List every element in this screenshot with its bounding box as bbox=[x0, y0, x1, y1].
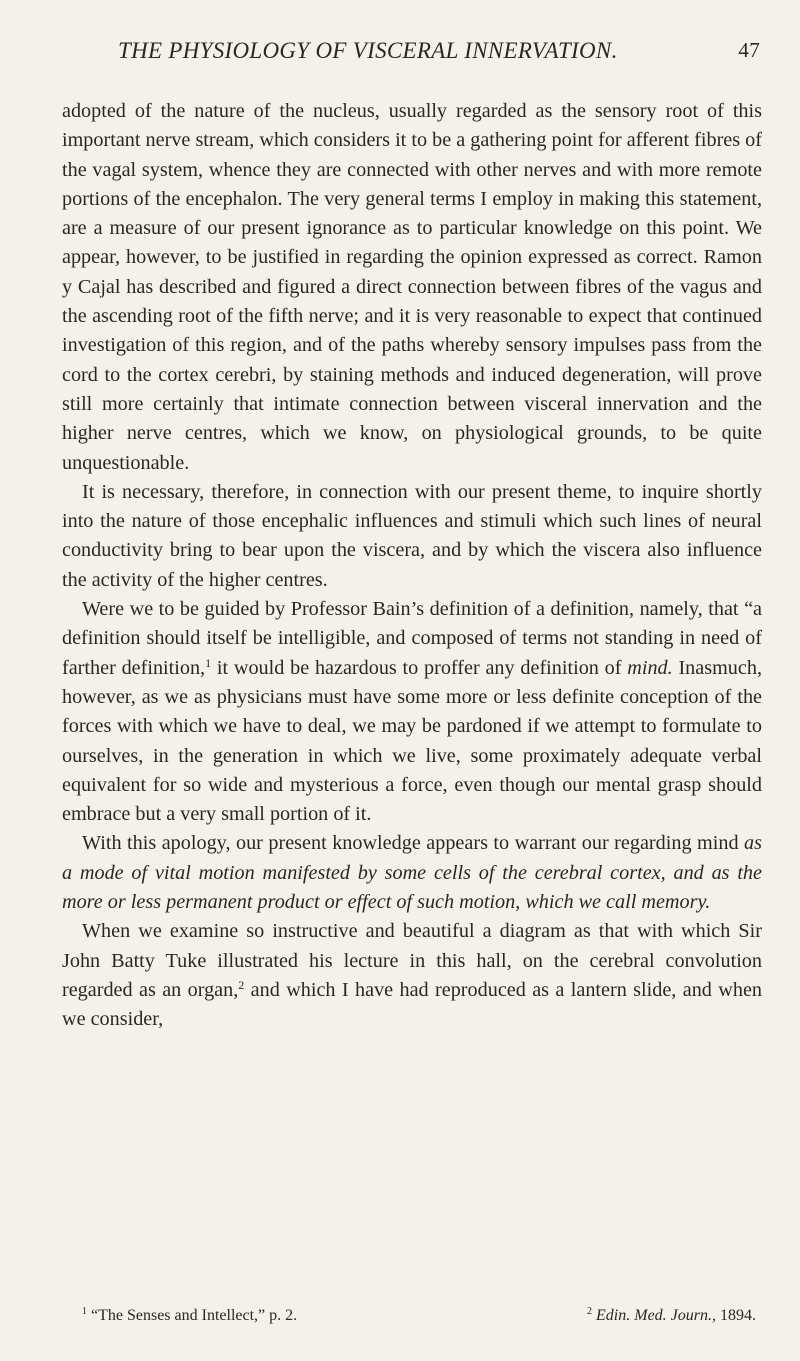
footnote bbox=[587, 1306, 762, 1326]
page-number: 47 bbox=[738, 38, 760, 62]
footnote-number: 2 bbox=[587, 1306, 593, 1317]
footnote-number: 1 bbox=[82, 1306, 87, 1317]
text-run: With this apology, our present knowledge appears to warrant our regarding mind bbox=[82, 832, 745, 855]
text-run: Inasmuch, however, as we as physicians must have some more or less definite conception of the forces with which we have to deal, we may be pardoned if we attempt to formulate to ourselves, in the generation in which we live, some proximately adequate verbal equivalent for so wide and mysterious a force, even though our mental grasp should embrace but a very small portion of it. bbox=[62, 656, 762, 826]
running-head bbox=[118, 38, 760, 78]
text-run: It is necessary, therefore, in connection with our present theme, to inquire shortly into the nature of those encephalic influences and stimuli which such lines of neural conductivity bring to bear upon the viscera, and by which the viscera also influence the activity of the higher centres. bbox=[62, 480, 762, 591]
footnote-marker: 1 bbox=[205, 655, 212, 670]
paragraph bbox=[62, 97, 762, 478]
text-run: it would be hazardous to proffer any definition of bbox=[211, 656, 628, 679]
paragraph bbox=[62, 478, 762, 595]
paragraph bbox=[62, 917, 762, 1034]
footnote-source: Edin. Med. Journ., bbox=[596, 1307, 716, 1324]
footnote-text: “The Senses and Intellect,” p. 2. bbox=[91, 1307, 298, 1324]
paragraph bbox=[62, 595, 762, 829]
text-run: Were we to be guided by Professor Bain’s definition of a definition, namely, that “a definition should itself be intelligible, and composed of terms not standing in need of farther definition, bbox=[62, 598, 762, 679]
footnote-text: 1894. bbox=[716, 1307, 756, 1324]
footnote bbox=[62, 1306, 297, 1326]
italic-run: as a mode of vital motion manifested by some cells of the cerebral cortex, and as the more or less permanent product or effect of such motion, which we call memory. bbox=[62, 832, 762, 914]
body-text bbox=[62, 97, 762, 1035]
text-run: adopted of the nature of the nucleus, usually regarded as the sensory root of this important nerve stream, which considers it to be a gathering point for afferent fibres of the vagal system, whence they are connected with other nerves and with more remote portions of the encephalon. The very general terms I employ in making this statement, are a measure of our present ignorance as to particular knowledge on this point. We appear, however, to be justified in regarding the opinion expressed as correct. Ramon y Cajal has described and figured a direct connection between fibres of the vagus and the ascending root of the fifth nerve; and it is very reasonable to expect that continued investigation of this region, and of the paths whereby sensory impulses pass from the cord to the cortex cerebri, by staining methods and induced degeneration, will prove still more certainly that intimate connection between visceral innervation and the higher nerve centres, which we know, on physiological grounds, to be quite unquestionable. bbox=[62, 100, 762, 474]
italic-run: mind. bbox=[627, 656, 673, 679]
paragraph bbox=[62, 829, 762, 917]
text-run: and which I have had reproduced as a lantern slide, and when we consider, bbox=[62, 978, 762, 1031]
footnote-marker: 2 bbox=[238, 977, 245, 992]
text-run: When we examine so instructive and beautiful a diagram as that with which Sir John Batty Tuke illustrated his lecture in this hall, on the cerebral convolution regarded as an organ, bbox=[62, 920, 762, 1001]
footnotes bbox=[62, 1306, 762, 1326]
running-title: THE PHYSIOLOGY OF VISCERAL INNERVATION. bbox=[118, 38, 618, 63]
